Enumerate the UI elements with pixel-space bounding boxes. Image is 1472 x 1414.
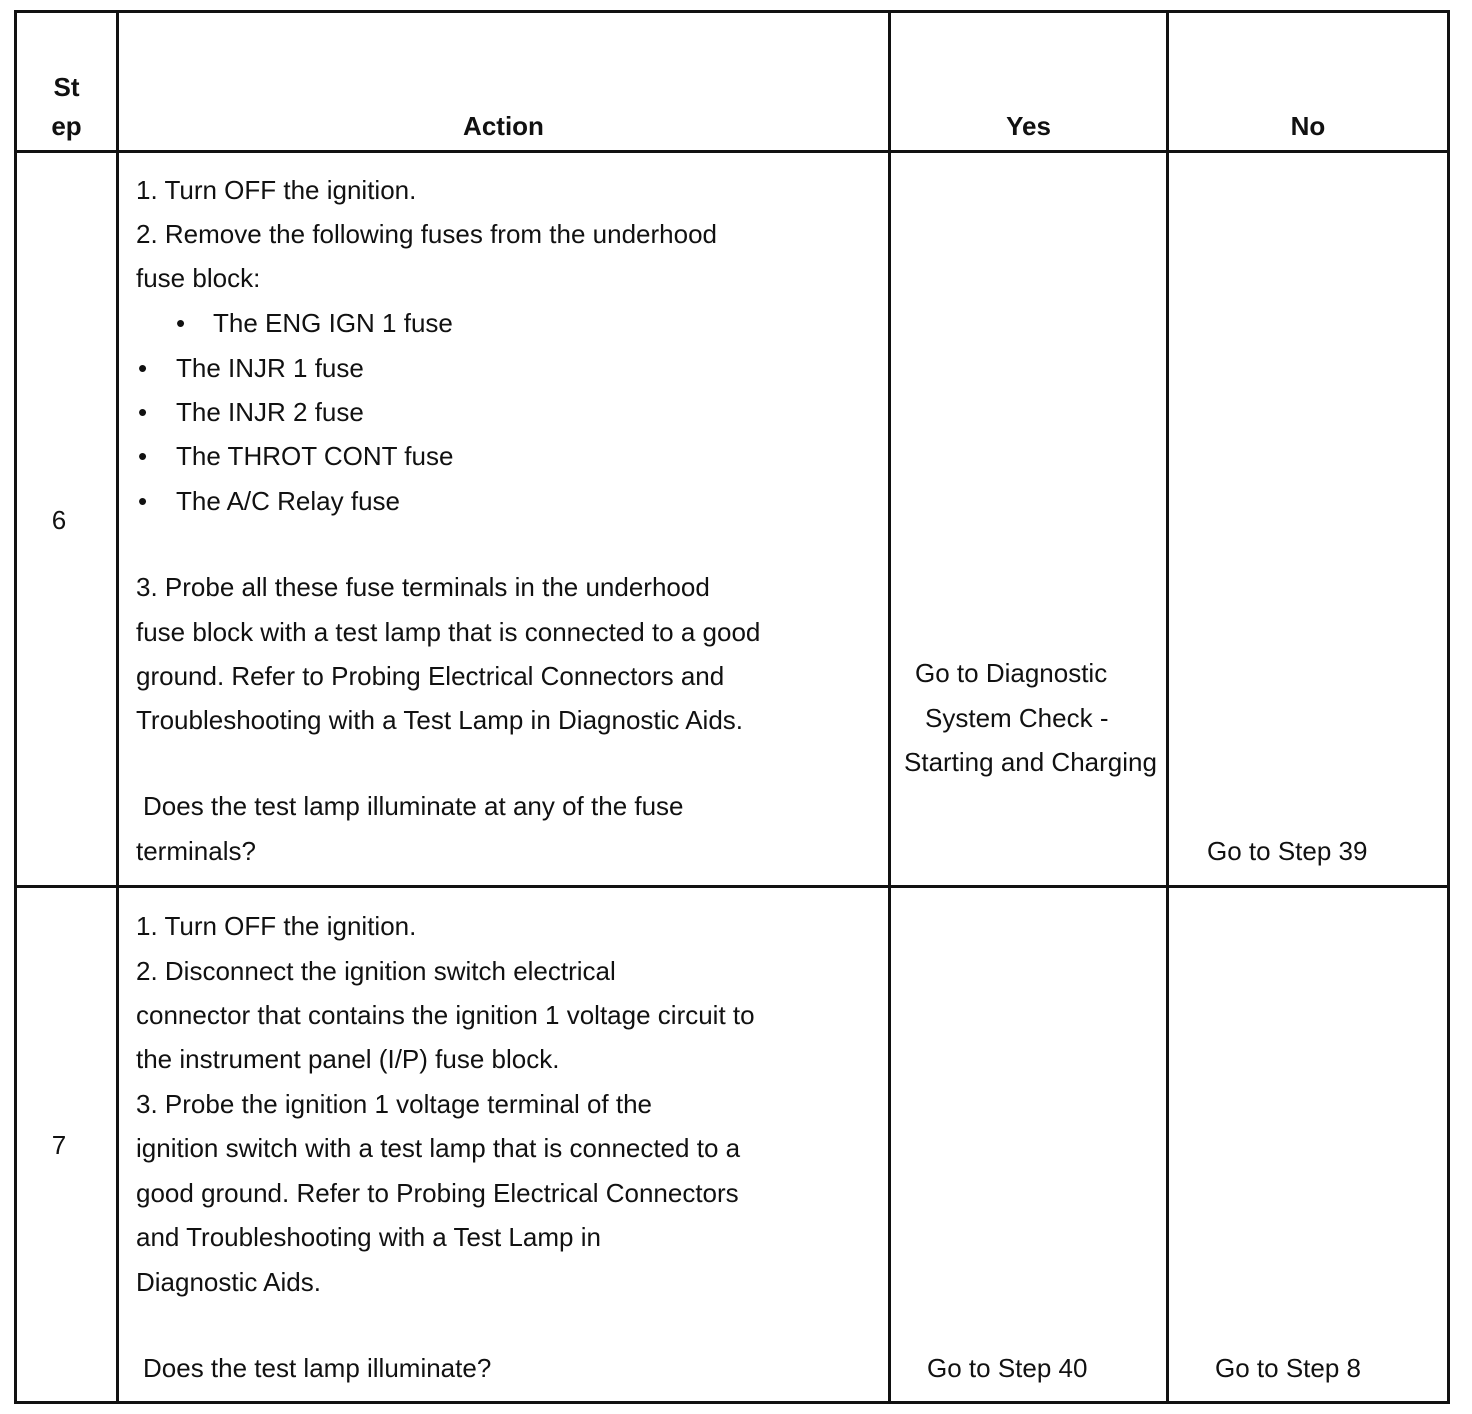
fuse-list-item: The THROT CONT fuse bbox=[176, 441, 454, 471]
yes-outcome-line: Starting and Charging bbox=[904, 747, 1157, 777]
column-divider-yes bbox=[1166, 10, 1169, 1404]
fuse-list-item: The A/C Relay fuse bbox=[176, 486, 400, 516]
header-action: Action bbox=[463, 111, 544, 141]
bullet-icon: • bbox=[138, 441, 148, 471]
action-line: fuse block with a test lamp that is connected to a good bbox=[136, 617, 761, 647]
action-line: 3. Probe all these fuse terminals in the underhood bbox=[136, 572, 710, 602]
action-line: and Troubleshooting with a Test Lamp in bbox=[136, 1222, 601, 1252]
column-divider-action bbox=[888, 10, 891, 1404]
column-divider-step bbox=[116, 10, 119, 1404]
action-question: terminals? bbox=[136, 836, 256, 866]
action-line: fuse block: bbox=[136, 263, 261, 293]
step-number: 7 bbox=[51, 1130, 67, 1160]
action-line: ground. Refer to Probing Electrical Connectors and bbox=[136, 661, 725, 691]
header-step-line2: ep bbox=[51, 111, 82, 141]
fuse-list-item: The INJR 2 fuse bbox=[176, 397, 364, 427]
header-no: No bbox=[1290, 111, 1326, 141]
action-question: Does the test lamp illuminate at any of the fuse bbox=[143, 791, 684, 821]
action-line: 2. Disconnect the ignition switch electrical bbox=[136, 956, 616, 986]
header-step-line1: St bbox=[53, 72, 80, 102]
action-line: Diagnostic Aids. bbox=[136, 1267, 321, 1297]
yes-outcome-line: System Check - bbox=[925, 703, 1109, 733]
action-line: 1. Turn OFF the ignition. bbox=[136, 911, 417, 941]
bullet-icon: • bbox=[138, 486, 148, 516]
action-line: ignition switch with a test lamp that is connected to a bbox=[136, 1133, 741, 1163]
no-outcome: Go to Step 39 bbox=[1207, 836, 1368, 866]
action-line: 2. Remove the following fuses from the underhood bbox=[136, 219, 718, 249]
action-line: the instrument panel (I/P) fuse block. bbox=[136, 1044, 560, 1074]
action-question: Does the test lamp illuminate? bbox=[143, 1353, 492, 1383]
no-outcome: Go to Step 8 bbox=[1215, 1353, 1361, 1383]
action-line: Troubleshooting with a Test Lamp in Diagnostic Aids. bbox=[136, 705, 744, 735]
step-number: 6 bbox=[51, 505, 67, 535]
header-yes: Yes bbox=[1006, 111, 1051, 141]
action-line: 3. Probe the ignition 1 voltage terminal of the bbox=[136, 1089, 652, 1119]
action-line: connector that contains the ignition 1 voltage circuit to bbox=[136, 1000, 755, 1030]
row-divider bbox=[14, 885, 1450, 888]
action-line: good ground. Refer to Probing Electrical Connectors bbox=[136, 1178, 739, 1208]
fuse-list-item: The ENG IGN 1 fuse bbox=[213, 308, 453, 338]
bullet-icon: • bbox=[176, 308, 186, 338]
yes-outcome-line: Go to Diagnostic bbox=[915, 658, 1108, 688]
header-divider bbox=[14, 150, 1450, 153]
fuse-list-item: The INJR 1 fuse bbox=[176, 353, 364, 383]
action-line: 1. Turn OFF the ignition. bbox=[136, 175, 417, 205]
bullet-icon: • bbox=[138, 397, 148, 427]
yes-outcome: Go to Step 40 bbox=[927, 1353, 1088, 1383]
bullet-icon: • bbox=[138, 353, 148, 383]
